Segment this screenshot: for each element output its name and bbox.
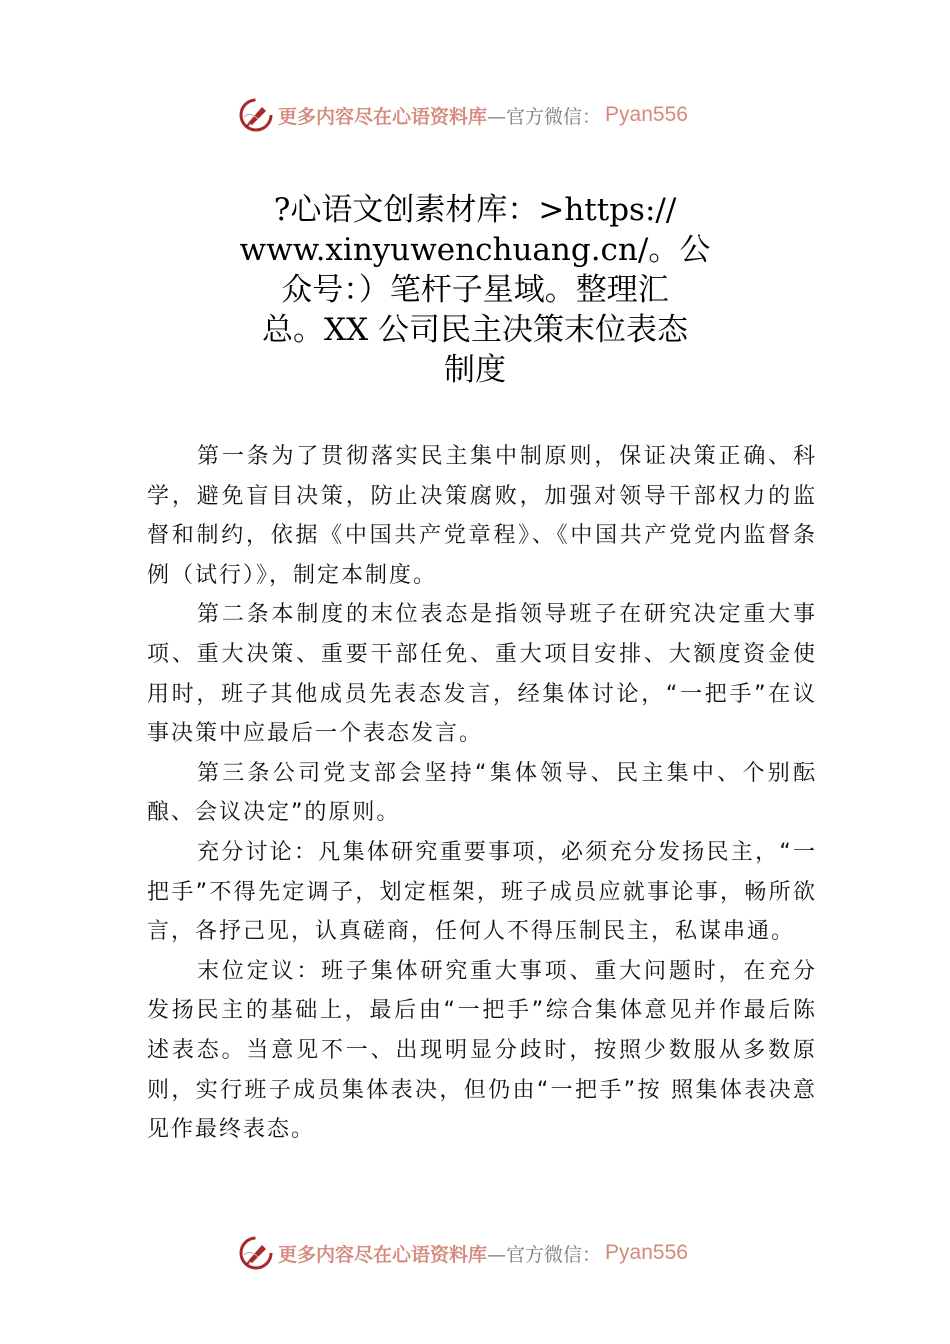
header-banner [238,95,728,135]
title-line: www.xinyuwenchuang.cn/。公 [239,232,711,268]
pen-logo-icon [238,1235,274,1271]
banner-slogan: 更多内容尽在心语资料库 [278,105,488,128]
banner-wechat-id: Pyan556 [605,103,688,126]
pen-logo-icon [238,97,274,133]
document-title [225,190,725,390]
paragraph-last-position: 末位定议：班子集体研究重大事项、重大问题时，在充分发扬民主的基础上，最后由“一把手”综合集体意见并作最后陈述表态。当意见不一、出现明显分歧时，按照少数服从多数原则，实行班子成员集体表决，但仍由“一把手”按 照集体表决意见作最终表态。 [147,958,817,1143]
footer-banner [238,1233,728,1273]
paragraph-article-2: 第二条本制度的末位表态是指领导班子在研究决定重大事项、重大决策、重要干部任免、重大项目安排、大额度资金使用时，班子其他成员先表态发言，经集体讨论，“一把手”在议事决策中应最后一个表态发言。 [147,602,818,747]
paragraph-article-1: 第一条为了贯彻落实民主集中制原则，保证决策正确、科学，避免盲目决策，防止决策腐败，加强对领导干部权力的监督和制约，依据《中国共产党章程》、《中国共产党党内监督条例（试行）》，制定本制度。 [147,444,817,588]
banner-wechat-id: Pyan556 [605,1241,688,1264]
document-body [147,437,817,1150]
title-line: 众号：）笔杆子星域。整理汇 [281,272,669,308]
paragraph-full-discussion: 充分讨论：凡集体研究重要事项，必须充分发扬民主，“一把手”不得先定调子，划定框架，班子成员应就事论事，畅所欲言，各抒己见，认真磋商，任何人不得压制民主，私谋串通。 [147,839,817,945]
banner-wechat-label: —官方微信： [487,105,602,128]
title-line: 制度 [444,352,506,388]
paragraph-article-3: 第三条公司党支部会坚持“集体领导、民主集中、个别酝酿、会议决定”的原则。 [147,760,817,826]
title-line: 总。XX 公司民主决策末位表态 [262,312,688,348]
title-line: ?心语文创素材库：>https:// [273,192,677,228]
banner-slogan: 更多内容尽在心语资料库 [278,1243,488,1266]
banner-wechat-label: —官方微信： [487,1243,602,1266]
